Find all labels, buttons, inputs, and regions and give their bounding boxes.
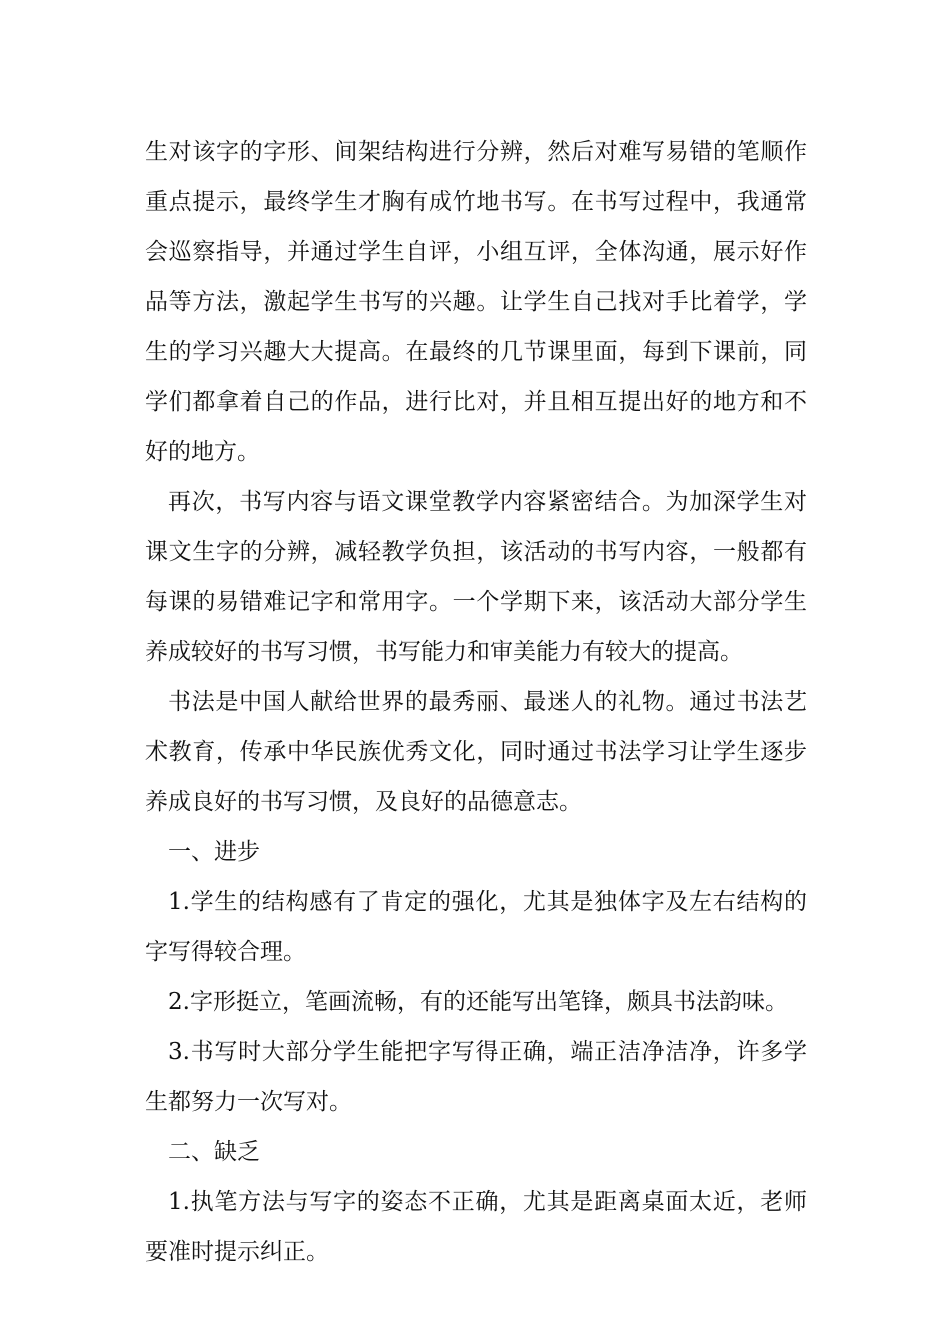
document-body — [145, 127, 807, 1277]
paragraph-calligraphy: 书法是中国人献给世界的最秀丽、最迷人的礼物。通过书法艺术教育，传承中华民族优秀文化，同时通过书法学习让学生逐步养成良好的书写习惯，及良好的品德意志。 — [145, 689, 807, 815]
list-item-progress-1: 1.学生的结构感有了肯定的强化，尤其是独体字及左右结构的字写得较合理。 — [145, 889, 807, 965]
paragraph-continuation: 生对该字的字形、间架结构进行分辨，然后对难写易错的笔顺作重点提示，最终学生才胸有成竹地书写。在书写过程中，我通常会巡察指导，并通过学生自评，小组互评，全体沟通，展示好作品等方法，激起学生书写的兴趣。让学生自己找对手比着学，学生的学习兴趣大大提高。在最终的几节课里面，每到下课前，同学们都拿着自己的作品，进行比对，并且相互提出好的地方和不好的地方。 — [145, 139, 807, 465]
list-item-progress-2: 2.字形挺立，笔画流畅，有的还能写出笔锋，颇具书法韵味。 — [168, 989, 788, 1015]
heading-progress: 一、进步 — [168, 839, 260, 865]
list-item-shortcoming-1: 1.执笔方法与写字的姿态不正确，尤其是距离桌面太近，老师要准时提示纠正。 — [145, 1189, 807, 1265]
list-item-progress-3: 3.书写时大部分学生能把字写得正确，端正洁净洁净，许多学生都努力一次写对。 — [145, 1039, 807, 1115]
heading-shortcomings: 二、缺乏 — [168, 1139, 260, 1165]
paragraph-writing-content: 再次，书写内容与语文课堂教学内容紧密结合。为加深学生对课文生字的分辨，减轻教学负担，该活动的书写内容，一般都有每课的易错难记字和常用字。一个学期下来，该活动大部分学生养成较好的书写习惯，书写能力和审美能力有较大的提高。 — [145, 489, 807, 665]
